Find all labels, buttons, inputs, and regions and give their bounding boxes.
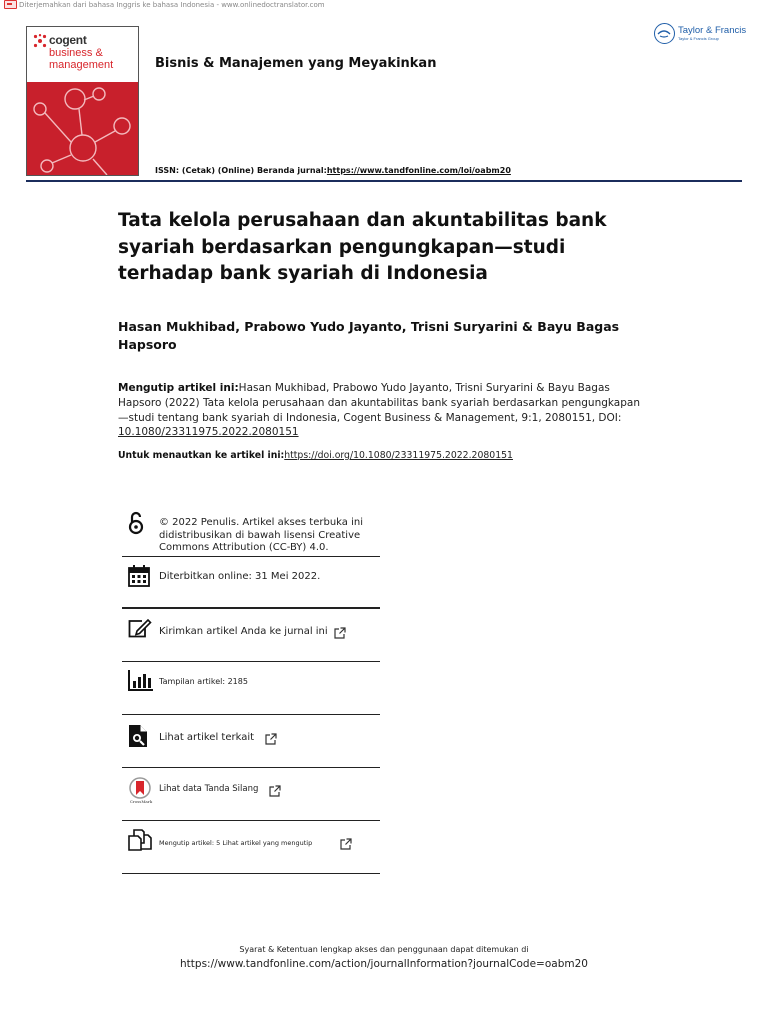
- citation-documents-icon: [128, 829, 152, 855]
- cover-molecule-art: [27, 82, 138, 176]
- journal-cover: [26, 26, 139, 176]
- calendar-icon: [128, 565, 150, 591]
- terms-text: Syarat & Ketentuan lengkap akses dan penggunaan dapat ditemukan di: [239, 945, 529, 954]
- cogent-mark-icon: [33, 34, 47, 48]
- article-doi-link[interactable]: https://doi.org/10.1080/23311975.2022.2080151: [284, 450, 513, 461]
- external-link-icon[interactable]: [340, 835, 352, 854]
- citation-block: [118, 381, 648, 440]
- cover-subject-line1: business &: [49, 47, 103, 59]
- publisher-group: Taylor & Francis Group: [678, 36, 719, 41]
- header-divider: [26, 180, 742, 182]
- external-link-icon[interactable]: [269, 782, 281, 801]
- open-access-lock-icon: [128, 511, 144, 539]
- published-row: [122, 557, 380, 609]
- published-date-text: Diterbitkan online: 31 Mei 2022.: [159, 571, 321, 582]
- publisher-logo[interactable]: [654, 23, 746, 44]
- crossmark-row[interactable]: [122, 768, 380, 821]
- citing-articles-row[interactable]: [122, 821, 380, 874]
- document-search-icon: [128, 724, 148, 752]
- journal-homepage-link[interactable]: https://www.tandfonline.com/loi/oabm20: [326, 166, 511, 175]
- terms-link[interactable]: https://www.tandfonline.com/action/journalInformation?journalCode=oabm20: [180, 958, 588, 970]
- related-articles-row[interactable]: [122, 715, 380, 768]
- crossmark-logo-text: CrossMark: [129, 799, 153, 804]
- taylor-francis-icon: [654, 23, 675, 44]
- translator-banner-text: Diterjemahkan dari bahasa Inggris ke bahasa Indonesia - www.onlinedoctranslator.com: [19, 0, 325, 9]
- article-views-text: Tampilan artikel: 2185: [159, 677, 248, 686]
- issn-prefix: ISSN: (Cetak) (Online) Beranda jurnal:: [155, 166, 327, 175]
- submit-article-link[interactable]: Kirimkan artikel Anda ke jurnal ini: [159, 626, 328, 637]
- publisher-name: Taylor & Francis: [678, 25, 747, 36]
- pencil-edit-icon: [128, 618, 152, 642]
- license-row: [122, 506, 380, 557]
- bar-chart-icon: [128, 669, 154, 695]
- license-text: © 2022 Penulis. Artikel akses terbuka ini didistribusikan di bawah lisensi Creative Commons Attribution (CC-BY) 4.0.: [159, 517, 363, 553]
- article-title: Tata kelola perusahaan dan akuntabilitas bank syariah berdasarkan pengungkapan—studi terhadap bank syariah di Indonesia: [118, 210, 607, 284]
- external-link-icon[interactable]: [334, 624, 346, 643]
- related-articles-link[interactable]: Lihat artikel terkait: [159, 732, 255, 743]
- crossmark-icon: [128, 777, 154, 808]
- citation-doi-link[interactable]: 10.1080/23311975.2022.2080151: [118, 426, 299, 439]
- article-link-label: Untuk menautkan ke artikel ini:: [118, 450, 285, 461]
- article-views-row: [122, 662, 380, 715]
- citation-text: Hasan Mukhibad, Prabowo Yudo Jayanto, Trisni Suryarini & Bayu Bagas Hapsoro (2022) Tata kelola perusahaan dan akuntabilitas bank syariah berdasarkan pengungkapan—studi tentang bank syariah di Indonesia, Cogent Business & Management, 9:1, 2080151, DOI:: [118, 382, 640, 424]
- cover-subject: [49, 47, 113, 71]
- crossmark-link[interactable]: Lihat data Tanda Silang: [159, 784, 259, 794]
- journal-name: Bisnis & Manajemen yang Meyakinkan: [155, 56, 437, 71]
- submit-article-row[interactable]: [122, 609, 380, 662]
- external-link-icon[interactable]: [265, 730, 277, 749]
- cover-subject-line2: management: [49, 59, 114, 71]
- issn-line: [155, 166, 511, 175]
- translator-banner: [4, 0, 325, 9]
- article-link-line: [118, 450, 513, 461]
- translator-logo-icon: [4, 0, 17, 9]
- cover-brand: cogent: [49, 33, 87, 47]
- citing-articles-link[interactable]: Mengutip artikel: 5 Lihat artikel yang mengutip: [159, 839, 313, 847]
- article-authors: Hasan Mukhibad, Prabowo Yudo Jayanto, Trisni Suryarini & Bayu Bagas Hapsoro: [118, 319, 620, 352]
- citation-label: Mengutip artikel ini:: [118, 382, 239, 394]
